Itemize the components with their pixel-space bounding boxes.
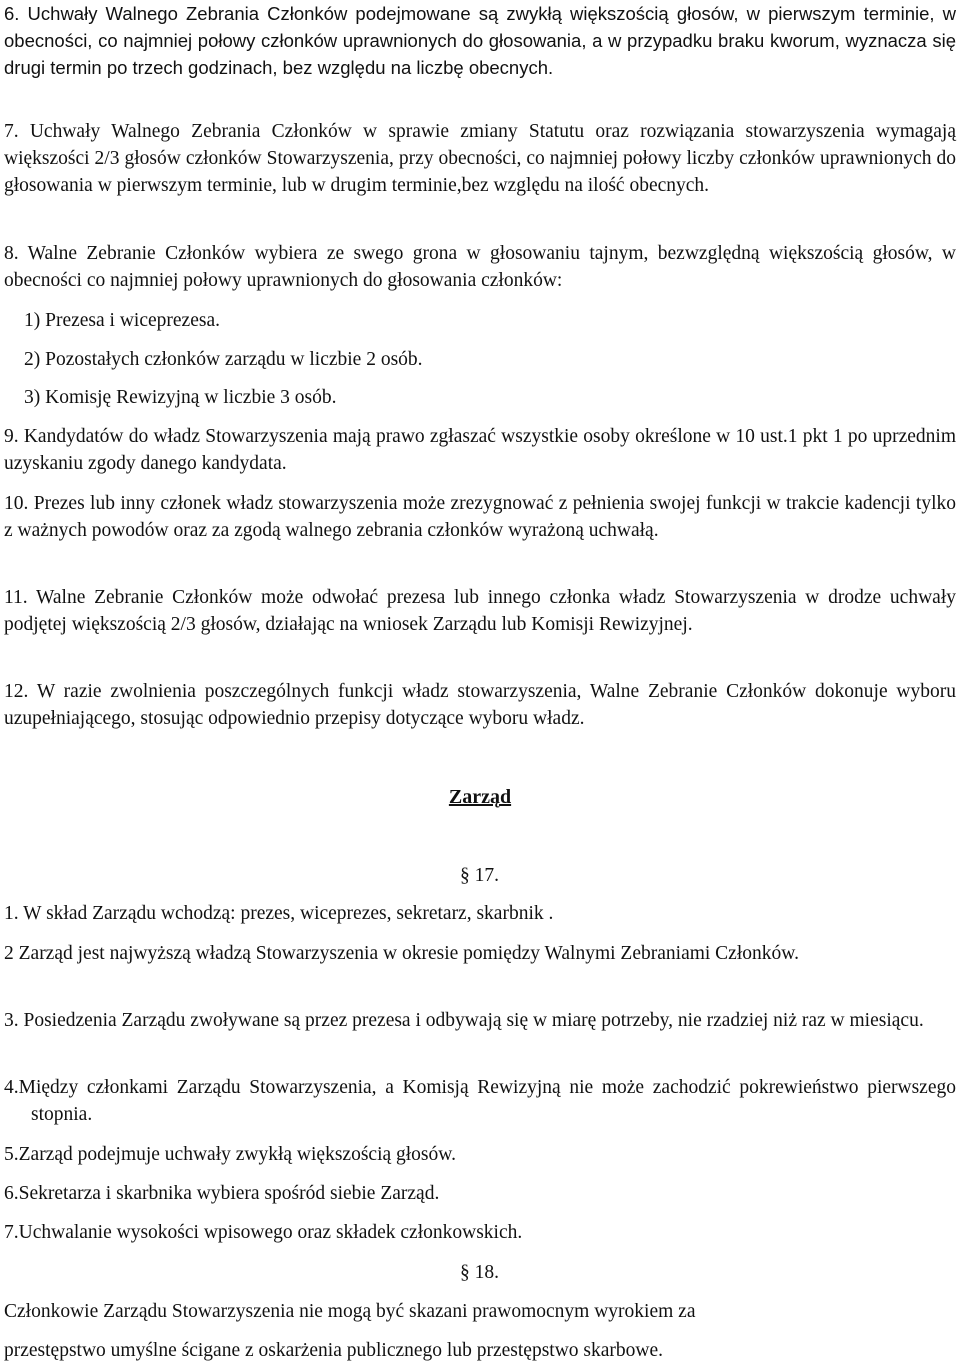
paragraph-9: 9. Kandydatów do władz Stowarzyszenia mają prawo zgłaszać wszystkie osoby określone w 10 ust.1 pkt 1 po uprzednim uzyskaniu zgody danego kandydata. bbox=[4, 426, 956, 474]
section-17-item-4: 4.Między członkami Zarządu Stowarzyszenia, a Komisją Rewizyjną nie może zachodzić pokrewieństwo pierwszego stopnia. bbox=[4, 1077, 956, 1125]
paragraph-11: 11. Walne Zebranie Członków może odwołać prezesa lub innego członka władz Stowarzyszenia w drodze uchwały podjętej większością 2/3 głosów, działając na wniosek Zarządu lub Komisji Rewizyjnej. bbox=[4, 587, 956, 635]
section-17-item-6: 6.Sekretarza i skarbnika wybiera spośród siebie Zarząd. bbox=[4, 1183, 440, 1204]
section-17-item-3: 3. Posiedzenia Zarządu zwoływane są przez prezesa i odbywają się w miarę potrzeby, nie rzadziej niż raz w miesiącu. bbox=[4, 1010, 924, 1031]
paragraph-8-item-1: 1) Prezesa i wiceprezesa. bbox=[24, 310, 220, 331]
section-17-item-5: 5.Zarząd podejmuje uchwały zwykłą większością głosów. bbox=[4, 1144, 456, 1165]
section-heading-zarzad: Zarząd bbox=[448, 786, 512, 808]
section-18-line-1: Członkowie Zarządu Stowarzyszenia nie mogą być skazani prawomocnym wyrokiem za bbox=[4, 1301, 696, 1322]
paragraph-10: 10. Prezes lub inny członek władz stowarzyszenia może zrezygnować z pełnienia swojej funkcji w trakcie kadencji tylko z ważnych powodów oraz za zgodą walnego zebrania członków wyrażoną uchwałą. bbox=[4, 493, 956, 541]
section-17-marker: § 17. bbox=[460, 865, 499, 886]
section-17-item-7: 7.Uchwalanie wysokości wpisowego oraz składek członkowskich. bbox=[4, 1222, 523, 1243]
section-18-marker: § 18. bbox=[460, 1262, 499, 1283]
paragraph-8-item-3: 3) Komisję Rewizyjną w liczbie 3 osób. bbox=[24, 387, 337, 408]
section-18-line-2: przestępstwo umyślne ścigane z oskarżenia publicznego lub przestępstwo skarbowe. bbox=[4, 1340, 664, 1361]
paragraph-12: 12. W razie zwolnienia poszczególnych funkcji władz stowarzyszenia, Walne Zebranie Członków dokonuje wyboru uzupełniającego, stosując odpowiednio przepisy dotyczące wyboru władz. bbox=[4, 681, 956, 729]
section-17-item-1: 1. W skład Zarządu wchodzą: prezes, wiceprezes, sekretarz, skarbnik . bbox=[4, 903, 554, 924]
paragraph-8-item-2: 2) Pozostałych członków zarządu w liczbie 2 osób. bbox=[24, 349, 423, 370]
paragraph-8: 8. Walne Zebranie Członków wybiera ze swego grona w głosowaniu tajnym, bezwzględną większością głosów, w obecności co najmniej połowy uprawnionych do głosowania członków: bbox=[4, 243, 956, 291]
paragraph-7: 7. Uchwały Walnego Zebrania Członków w sprawie zmiany Statutu oraz rozwiązania stowarzyszenia wymagają większości 2/3 głosów członków Stowarzyszenia, przy obecności, co najmniej połowy liczby członków uprawnionych do głosowania w pierwszym terminie, lub w drugim terminie,bez względu na ilość obecnych. bbox=[4, 121, 956, 196]
section-17-item-2: 2 Zarząd jest najwyższą władzą Stowarzyszenia w okresie pomiędzy Walnymi Zebraniami Członków. bbox=[4, 943, 799, 964]
paragraph-6: 6. Uchwały Walnego Zebrania Członków podejmowane są zwykłą większością głosów, w pierwszym terminie, w obecności, co najmniej połowy członków uprawnionych do głosowania, a w przypadku braku kworum, wyznacza się drugi termin po trzech godzinach, bez względu na liczbę obecnych. bbox=[4, 3, 956, 78]
